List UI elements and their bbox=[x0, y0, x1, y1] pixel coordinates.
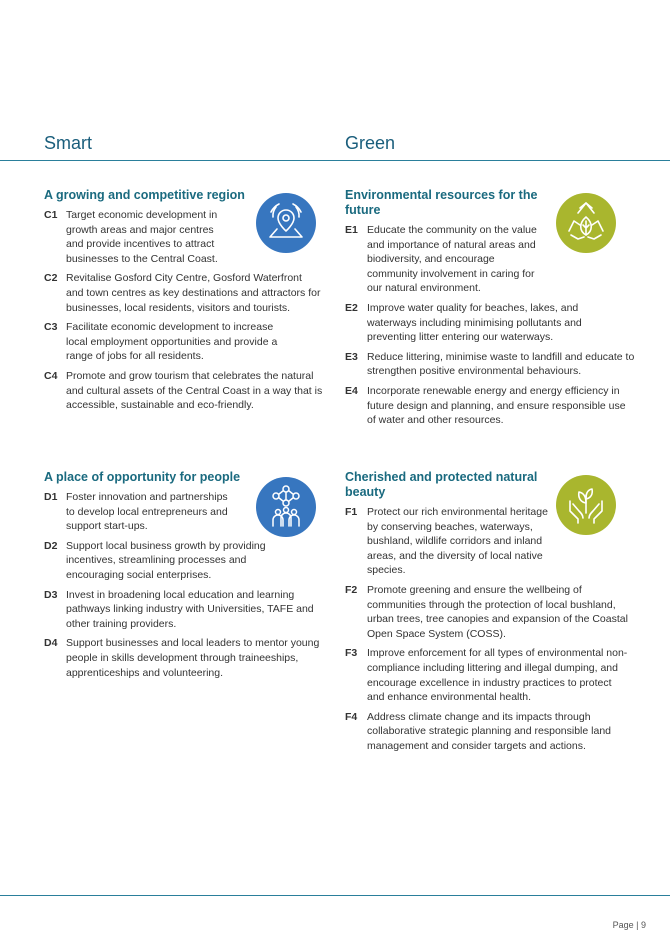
list-item bbox=[345, 384, 635, 428]
item-text: Support businesses and local leaders to mentor young people in skills development through traineeships, apprenticeships and volunteering. bbox=[66, 637, 320, 679]
item-code: D2 bbox=[44, 539, 58, 552]
item-text: Support local business growth by providing incentives, streamlining processes and encouraging social enterprises. bbox=[66, 539, 266, 581]
list-item bbox=[345, 223, 545, 296]
list-item bbox=[44, 539, 291, 583]
people-network-icon bbox=[256, 477, 316, 537]
item-code: E2 bbox=[345, 301, 358, 314]
item-text: Address climate change and its impacts through collaborative strategic planning and responsible land management and consider targets and actions. bbox=[367, 710, 611, 752]
item-text: Promote greening and ensure the wellbeing of communities through the protection of local bushland, urban trees, tree canopies and expansion of the Coastal Open Space System (COSS). bbox=[367, 583, 628, 640]
item-text: Improve water quality for beaches, lakes, and waterways including minimising pollutants and preventing litter entering our waterways. bbox=[367, 301, 582, 344]
list-item bbox=[44, 208, 226, 266]
list-item bbox=[44, 369, 328, 413]
item-text: Target economic development in growth areas and major centres and provide incentives to attract businesses to the Central Coast. bbox=[66, 209, 218, 265]
item-code: D4 bbox=[44, 637, 58, 650]
list-item bbox=[345, 710, 629, 754]
footer-rule bbox=[0, 895, 670, 896]
item-code: F3 bbox=[345, 647, 358, 660]
list-item bbox=[44, 588, 324, 632]
item-text: Educate the community on the value and importance of natural areas and biodiversity, and encourage community involvement in caring for our natural environment. bbox=[367, 224, 537, 295]
section-title: Cherished and protected natural beauty bbox=[345, 470, 538, 499]
item-code: C3 bbox=[44, 321, 58, 334]
item-text: Promote and grow tourism that celebrates the natural and cultural assets of the Central Coast in a way that is accessible, sustainable and eco-friendly. bbox=[66, 369, 323, 412]
section-title: A growing and competitive region bbox=[44, 188, 245, 202]
green-heading: Green bbox=[345, 133, 396, 153]
item-code: C1 bbox=[44, 209, 58, 221]
list-item bbox=[345, 505, 550, 578]
item-code: D1 bbox=[44, 491, 58, 503]
section-title: A place of opportunity for people bbox=[44, 470, 241, 484]
list-item bbox=[44, 271, 321, 315]
item-text: Protect our rich environmental heritage by conserving beaches, waterways, bushland, wildlife corridors and inland areas, and the diversity of local native species. bbox=[367, 506, 548, 577]
list-item bbox=[345, 350, 635, 379]
item-text: Invest in broadening local education and learning pathways linking industry with Universities, TAFE and other training providers. bbox=[66, 588, 314, 630]
map-location-icon bbox=[256, 193, 316, 253]
item-code: F1 bbox=[345, 506, 358, 518]
section-title: Environmental resources for the future bbox=[345, 188, 538, 217]
item-text: Revitalise Gosford City Centre, Gosford Waterfront and town centres as key destinations and attractors for businesses, local residents, visitors and tourists. bbox=[66, 272, 321, 314]
header-rule bbox=[0, 160, 670, 161]
item-code: C4 bbox=[44, 369, 58, 382]
list-item bbox=[345, 301, 612, 345]
list-item bbox=[345, 583, 637, 641]
item-code: C2 bbox=[44, 272, 58, 285]
list-item bbox=[44, 490, 238, 534]
recycle-leaf-icon bbox=[556, 193, 616, 253]
page-number: Page | 9 bbox=[612, 920, 646, 930]
item-text: Foster innovation and partnerships to develop local entrepreneurs and support start-ups. bbox=[66, 491, 228, 533]
item-text: Facilitate economic development to increase local employment opportunities and provide a range of jobs for all residents. bbox=[66, 321, 278, 363]
list-item bbox=[44, 320, 294, 364]
item-code: E3 bbox=[345, 350, 358, 363]
item-code: F2 bbox=[345, 583, 358, 596]
smart-heading: Smart bbox=[44, 133, 93, 153]
item-text: Improve enforcement for all types of environmental non-compliance including littering and illegal dumping, and encourage excellence in industry practices to protect and enhance environmental health. bbox=[367, 647, 628, 704]
item-code: E1 bbox=[345, 224, 358, 236]
item-code: E4 bbox=[345, 384, 358, 397]
item-code: D3 bbox=[44, 588, 58, 601]
list-item bbox=[44, 636, 328, 680]
item-code: F4 bbox=[345, 710, 358, 723]
hands-plant-icon bbox=[556, 475, 616, 535]
item-text: Reduce littering, minimise waste to landfill and educate to strengthen positive environmental behaviours. bbox=[367, 350, 635, 378]
list-item bbox=[345, 646, 629, 704]
item-text: Incorporate renewable energy and energy efficiency in future design and planning, and ensure responsible use of water and other resources. bbox=[367, 384, 626, 427]
